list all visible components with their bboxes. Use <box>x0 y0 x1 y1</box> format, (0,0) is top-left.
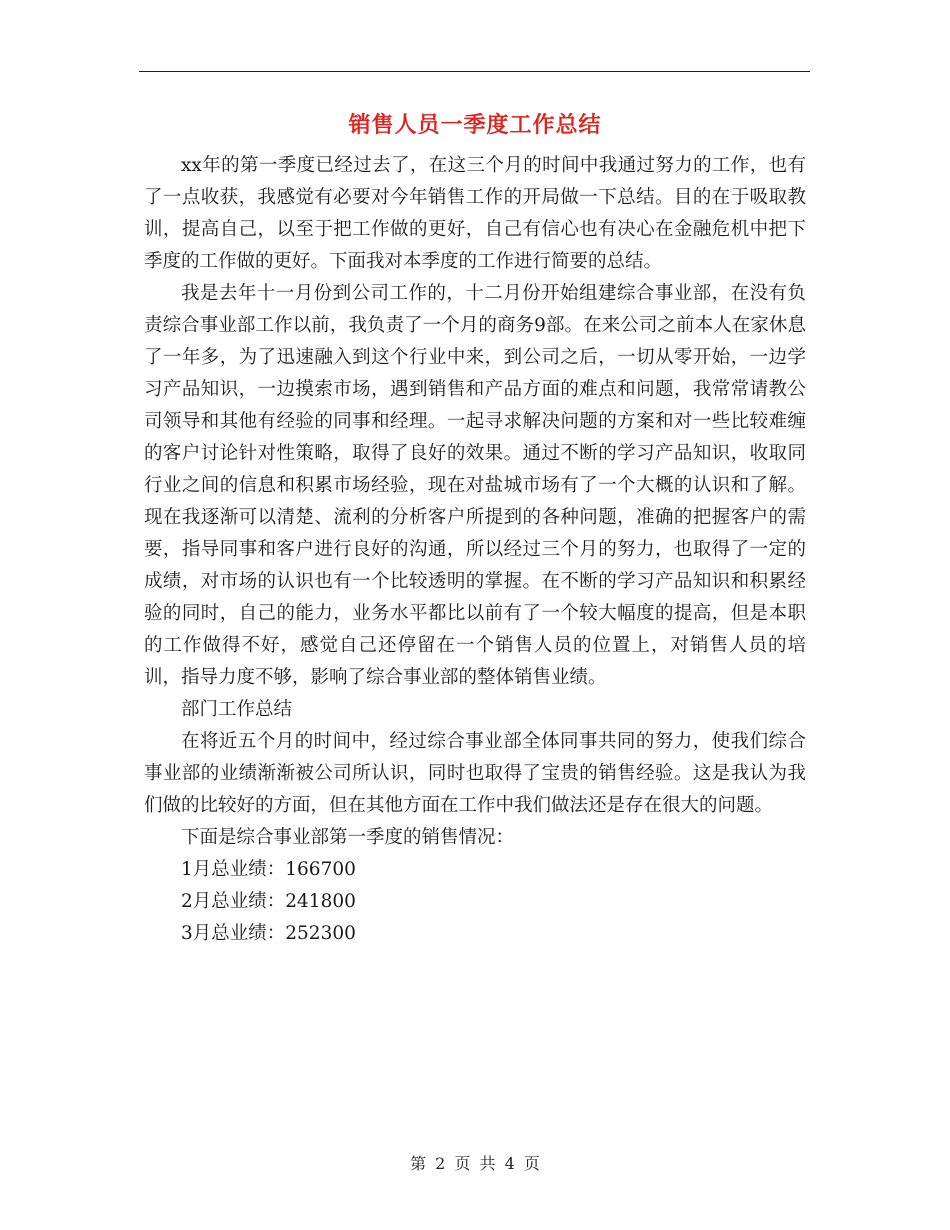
sales-january: 1月总业绩：166700 <box>181 859 356 880</box>
document-title: 销售人员一季度工作总结 <box>348 113 602 138</box>
page-number-footer: 第 2 页 共 4 页 <box>410 1154 540 1173</box>
paragraph-department: 在将近五个月的时间中，经过综合事业部全体同事共同的努力，使我们综合事业部的业绩渐渐被公司所认识，同时也取得了宝贵的销售经验。这是我认为我们做的比较好的方面，但在其他方面在工作中我们做法还是存在很大的问题。 <box>144 731 806 816</box>
header-rule <box>139 71 810 72</box>
document-body <box>144 150 806 950</box>
sales-february: 2月总业绩：241800 <box>181 891 356 912</box>
paragraph-intro: xx年的第一季度已经过去了，在这三个月的时间中我通过努力的工作，也有了一点收获，我感觉有必要对今年销售工作的开局做一下总结。目的在于吸取教训，提高自己，以至于把工作做的更好，自己有信心也有决心在金融危机中把下季度的工作做的更好。下面我对本季度的工作进行简要的总结。 <box>144 155 806 272</box>
paragraph-sales-intro: 下面是综合事业部第一季度的销售情况： <box>181 827 515 848</box>
paragraph-background: 我是去年十一月份到公司工作的，十二月份开始组建综合事业部，在没有负责综合事业部工作以前，我负责了一个月的商务9部。在来公司之前本人在家休息了一年多，为了迅速融入到这个行业中来，到公司之后，一切从零开始，一边学习产品知识，一边摸索市场，遇到销售和产品方面的难点和问题，我常常请教公司领导和其他有经验的同事和经理。一起寻求解决问题的方案和对一些比较难缠的客户讨论针对性策略，取得了良好的效果。通过不断的学习产品知识，收取同行业之间的信息和积累市场经验，现在对盐城市场有了一个大概的认识和了解。现在我逐渐可以清楚、流利的分析客户所提到的各种问题，准确的把握客户的需要，指导同事和客户进行良好的沟通，所以经过三个月的努力，也取得了一定的成绩，对市场的认识也有一个比较透明的掌握。在不断的学习产品知识和积累经验的同时，自己的能力，业务水平都比以前有了一个较大幅度的提高，但是本职的工作做得不好，感觉自己还停留在一个销售人员的位置上，对销售人员的培训，指导力度不够，影响了综合事业部的整体销售业绩。 <box>144 283 806 688</box>
section-heading-department-summary: 部门工作总结 <box>181 699 293 720</box>
sales-march: 3月总业绩：252300 <box>181 923 356 944</box>
